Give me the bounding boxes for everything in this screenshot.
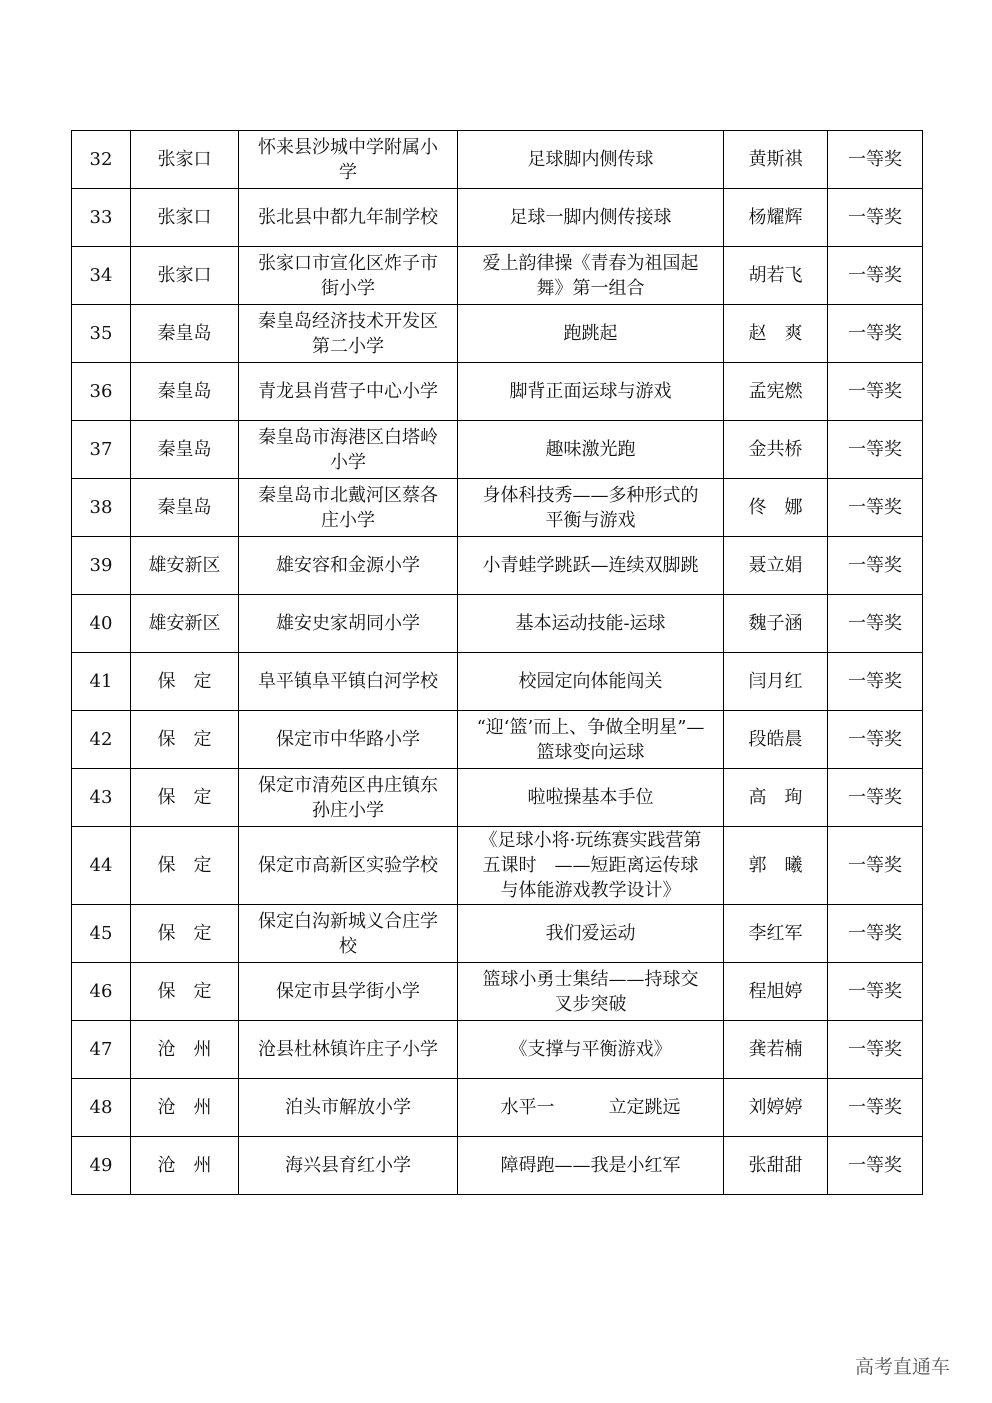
table-row [72, 653, 923, 711]
table-row [72, 595, 923, 653]
school-cell [239, 905, 458, 963]
lesson-title-cell [458, 905, 724, 963]
award-level-cell: 一等奖 [828, 595, 923, 653]
lesson-title-cell-line: 我们爱运动 [545, 923, 636, 944]
serial-number-cell: 49 [72, 1137, 131, 1195]
school-cell-line: 街小学 [321, 277, 375, 299]
city-cell: 保 定 [131, 905, 239, 963]
school-cell-line: 庄小学 [321, 509, 375, 531]
table-row [72, 479, 923, 537]
table-row [72, 769, 923, 827]
teacher-name-cell: 赵 爽 [724, 305, 828, 363]
teacher-name-cell: 胡若飞 [724, 247, 828, 305]
teacher-name-cell: 孟宪燃 [724, 363, 828, 421]
school-cell-line: 张家口市宣化区炸子市 [258, 252, 438, 274]
city-cell: 沧 州 [131, 1021, 239, 1079]
table-row [72, 537, 923, 595]
teacher-name-cell: 闫月红 [724, 653, 828, 711]
school-cell-line: 保定市清苑区冉庄镇东 [258, 774, 438, 796]
teacher-name-cell: 魏子涵 [724, 595, 828, 653]
lesson-title-cell-line: 与体能游戏教学设计》 [500, 880, 681, 901]
table-row [72, 189, 923, 247]
award-level-cell: 一等奖 [828, 189, 923, 247]
school-cell [239, 963, 458, 1021]
table-row [72, 1079, 923, 1137]
school-cell-line: 孙庄小学 [312, 799, 384, 821]
school-cell [239, 1021, 458, 1079]
serial-number-cell: 39 [72, 537, 131, 595]
city-cell: 秦皇岛 [131, 363, 239, 421]
lesson-title-cell [458, 1137, 724, 1195]
teacher-name-cell: 龚若楠 [724, 1021, 828, 1079]
serial-number-cell: 41 [72, 653, 131, 711]
lesson-title-cell [458, 247, 724, 305]
school-cell [239, 1137, 458, 1195]
lesson-title-cell-line: 足球脚内侧传球 [527, 149, 654, 170]
serial-number-cell: 44 [72, 827, 131, 905]
serial-number-cell: 47 [72, 1021, 131, 1079]
teacher-name-cell: 李红军 [724, 905, 828, 963]
lesson-title-cell-line: 基本运动技能-运球 [515, 613, 666, 634]
city-cell: 保 定 [131, 711, 239, 769]
school-cell-line: 校 [339, 935, 357, 957]
award-level-cell: 一等奖 [828, 479, 923, 537]
city-cell: 沧 州 [131, 1137, 239, 1195]
lesson-title-cell-line: 障碍跑——我是小红军 [500, 1155, 681, 1176]
award-level-cell: 一等奖 [828, 247, 923, 305]
lesson-title-cell [458, 479, 724, 537]
award-level-cell: 一等奖 [828, 963, 923, 1021]
school-cell-line: 保定白沟新城义合庄学 [258, 910, 438, 932]
city-cell: 秦皇岛 [131, 421, 239, 479]
school-cell-line: 秦皇岛市北戴河区蔡各 [258, 484, 438, 506]
school-cell [239, 653, 458, 711]
lesson-title-cell-line: 五课时 ——短距离运传球 [482, 855, 699, 876]
award-table-body [72, 131, 923, 1195]
table-row [72, 1021, 923, 1079]
school-cell-line: 雄安史家胡同小学 [276, 613, 420, 634]
school-cell-line: 小学 [330, 451, 366, 473]
school-cell-line: 保定市高新区实验学校 [258, 855, 438, 876]
city-cell: 保 定 [131, 963, 239, 1021]
lesson-title-cell [458, 189, 724, 247]
serial-number-cell: 32 [72, 131, 131, 189]
city-cell: 秦皇岛 [131, 305, 239, 363]
lesson-title-cell-line: 水平一 立定跳远 [500, 1097, 681, 1118]
serial-number-cell: 37 [72, 421, 131, 479]
school-cell-line: 怀来县沙城中学附属小 [258, 136, 438, 158]
teacher-name-cell: 聂立娟 [724, 537, 828, 595]
school-cell-line: 学 [339, 161, 357, 183]
school-cell [239, 537, 458, 595]
city-cell: 张家口 [131, 247, 239, 305]
award-list-page [71, 130, 922, 1195]
table-row [72, 131, 923, 189]
table-row [72, 711, 923, 769]
award-level-cell: 一等奖 [828, 131, 923, 189]
school-cell [239, 479, 458, 537]
lesson-title-cell [458, 769, 724, 827]
watermark-text: 高考直通车 [855, 1356, 951, 1378]
lesson-title-cell [458, 711, 724, 769]
award-level-cell: 一等奖 [828, 305, 923, 363]
school-cell-line: 保定市县学街小学 [276, 981, 420, 1002]
teacher-name-cell: 程旭婷 [724, 963, 828, 1021]
teacher-name-cell: 杨耀辉 [724, 189, 828, 247]
table-row [72, 1137, 923, 1195]
lesson-title-cell-line: 叉步突破 [554, 993, 627, 1015]
award-level-cell: 一等奖 [828, 1079, 923, 1137]
teacher-name-cell: 高 珣 [724, 769, 828, 827]
award-level-cell: 一等奖 [828, 363, 923, 421]
serial-number-cell: 33 [72, 189, 131, 247]
serial-number-cell: 48 [72, 1079, 131, 1137]
serial-number-cell: 46 [72, 963, 131, 1021]
serial-number-cell: 45 [72, 905, 131, 963]
lesson-title-cell [458, 827, 724, 905]
serial-number-cell: 40 [72, 595, 131, 653]
serial-number-cell: 36 [72, 363, 131, 421]
lesson-title-cell-line: “迎‘篮’而上、争做全明星”— [476, 716, 705, 738]
award-level-cell: 一等奖 [828, 769, 923, 827]
lesson-title-cell [458, 653, 724, 711]
lesson-title-cell [458, 595, 724, 653]
lesson-title-cell-line: 足球一脚内侧传接球 [509, 207, 672, 228]
table-row [72, 963, 923, 1021]
teacher-name-cell: 金共桥 [724, 421, 828, 479]
school-cell-line: 保定市中华路小学 [276, 729, 420, 750]
lesson-title-cell-line: 小青蛙学跳跃—连续双脚跳 [482, 555, 699, 576]
school-cell [239, 769, 458, 827]
school-cell [239, 827, 458, 905]
teacher-name-cell: 佟 娜 [724, 479, 828, 537]
lesson-title-cell [458, 1079, 724, 1137]
lesson-title-cell-line: 舞》第一组合 [536, 277, 645, 299]
city-cell: 保 定 [131, 653, 239, 711]
school-cell [239, 1079, 458, 1137]
school-cell-line: 秦皇岛经济技术开发区 [258, 310, 438, 332]
serial-number-cell: 34 [72, 247, 131, 305]
lesson-title-cell [458, 305, 724, 363]
lesson-title-cell [458, 421, 724, 479]
school-cell-line: 海兴县育红小学 [285, 1155, 411, 1176]
school-cell-line: 青龙县肖营子中心小学 [258, 381, 438, 402]
city-cell: 张家口 [131, 189, 239, 247]
city-cell: 雄安新区 [131, 537, 239, 595]
school-cell [239, 305, 458, 363]
lesson-title-cell-line: 篮球变向运球 [536, 741, 645, 763]
lesson-title-cell [458, 363, 724, 421]
school-cell [239, 363, 458, 421]
city-cell: 张家口 [131, 131, 239, 189]
school-cell-line: 秦皇岛市海港区白塔岭 [258, 426, 438, 448]
school-cell [239, 189, 458, 247]
award-level-cell: 一等奖 [828, 1021, 923, 1079]
teacher-name-cell: 黄斯祺 [724, 131, 828, 189]
teacher-name-cell: 张甜甜 [724, 1137, 828, 1195]
table-row [72, 247, 923, 305]
school-cell-line: 雄安容和金源小学 [276, 555, 420, 576]
serial-number-cell: 43 [72, 769, 131, 827]
school-cell [239, 421, 458, 479]
school-cell [239, 711, 458, 769]
teacher-name-cell: 段皓晨 [724, 711, 828, 769]
city-cell: 保 定 [131, 827, 239, 905]
city-cell: 沧 州 [131, 1079, 239, 1137]
serial-number-cell: 38 [72, 479, 131, 537]
school-cell-line: 阜平镇阜平镇白河学校 [258, 671, 438, 692]
table-row [72, 827, 923, 905]
lesson-title-cell [458, 131, 724, 189]
table-row [72, 421, 923, 479]
award-level-cell: 一等奖 [828, 653, 923, 711]
award-level-cell: 一等奖 [828, 827, 923, 905]
city-cell: 秦皇岛 [131, 479, 239, 537]
lesson-title-cell-line: 平衡与游戏 [545, 509, 636, 531]
lesson-title-cell-line: 身体科技秀——多种形式的 [482, 484, 699, 506]
teacher-name-cell: 郭 曦 [724, 827, 828, 905]
school-cell [239, 595, 458, 653]
lesson-title-cell [458, 963, 724, 1021]
lesson-title-cell [458, 1021, 724, 1079]
lesson-title-cell-line: 啦啦操基本手位 [527, 787, 654, 808]
award-level-cell: 一等奖 [828, 1137, 923, 1195]
serial-number-cell: 35 [72, 305, 131, 363]
lesson-title-cell-line: 《支撑与平衡游戏》 [509, 1039, 672, 1060]
school-cell-line: 第二小学 [312, 335, 384, 357]
award-level-cell: 一等奖 [828, 537, 923, 595]
lesson-title-cell-line: 跑跳起 [563, 323, 618, 344]
lesson-title-cell-line: 校园定向体能闯关 [518, 671, 663, 692]
table-row [72, 363, 923, 421]
table-row [72, 905, 923, 963]
school-cell [239, 247, 458, 305]
serial-number-cell: 42 [72, 711, 131, 769]
award-level-cell: 一等奖 [828, 421, 923, 479]
lesson-title-cell-line: 趣味激光跑 [545, 439, 636, 460]
table-row [72, 305, 923, 363]
school-cell [239, 131, 458, 189]
lesson-title-cell-line: 爱上韵律操《青春为祖国起 [482, 252, 699, 274]
school-cell-line: 张北县中都九年制学校 [258, 207, 438, 228]
award-level-cell: 一等奖 [828, 905, 923, 963]
award-table [71, 130, 923, 1195]
lesson-title-cell-line: 《足球小将·玩练赛实践营第 [479, 830, 702, 851]
teacher-name-cell: 刘婷婷 [724, 1079, 828, 1137]
school-cell-line: 沧县杜林镇许庄子小学 [258, 1039, 438, 1060]
award-level-cell: 一等奖 [828, 711, 923, 769]
city-cell: 保 定 [131, 769, 239, 827]
lesson-title-cell [458, 537, 724, 595]
school-cell-line: 泊头市解放小学 [285, 1097, 411, 1118]
city-cell: 雄安新区 [131, 595, 239, 653]
lesson-title-cell-line: 篮球小勇士集结——持球交 [482, 968, 699, 990]
lesson-title-cell-line: 脚背正面运球与游戏 [509, 381, 672, 402]
